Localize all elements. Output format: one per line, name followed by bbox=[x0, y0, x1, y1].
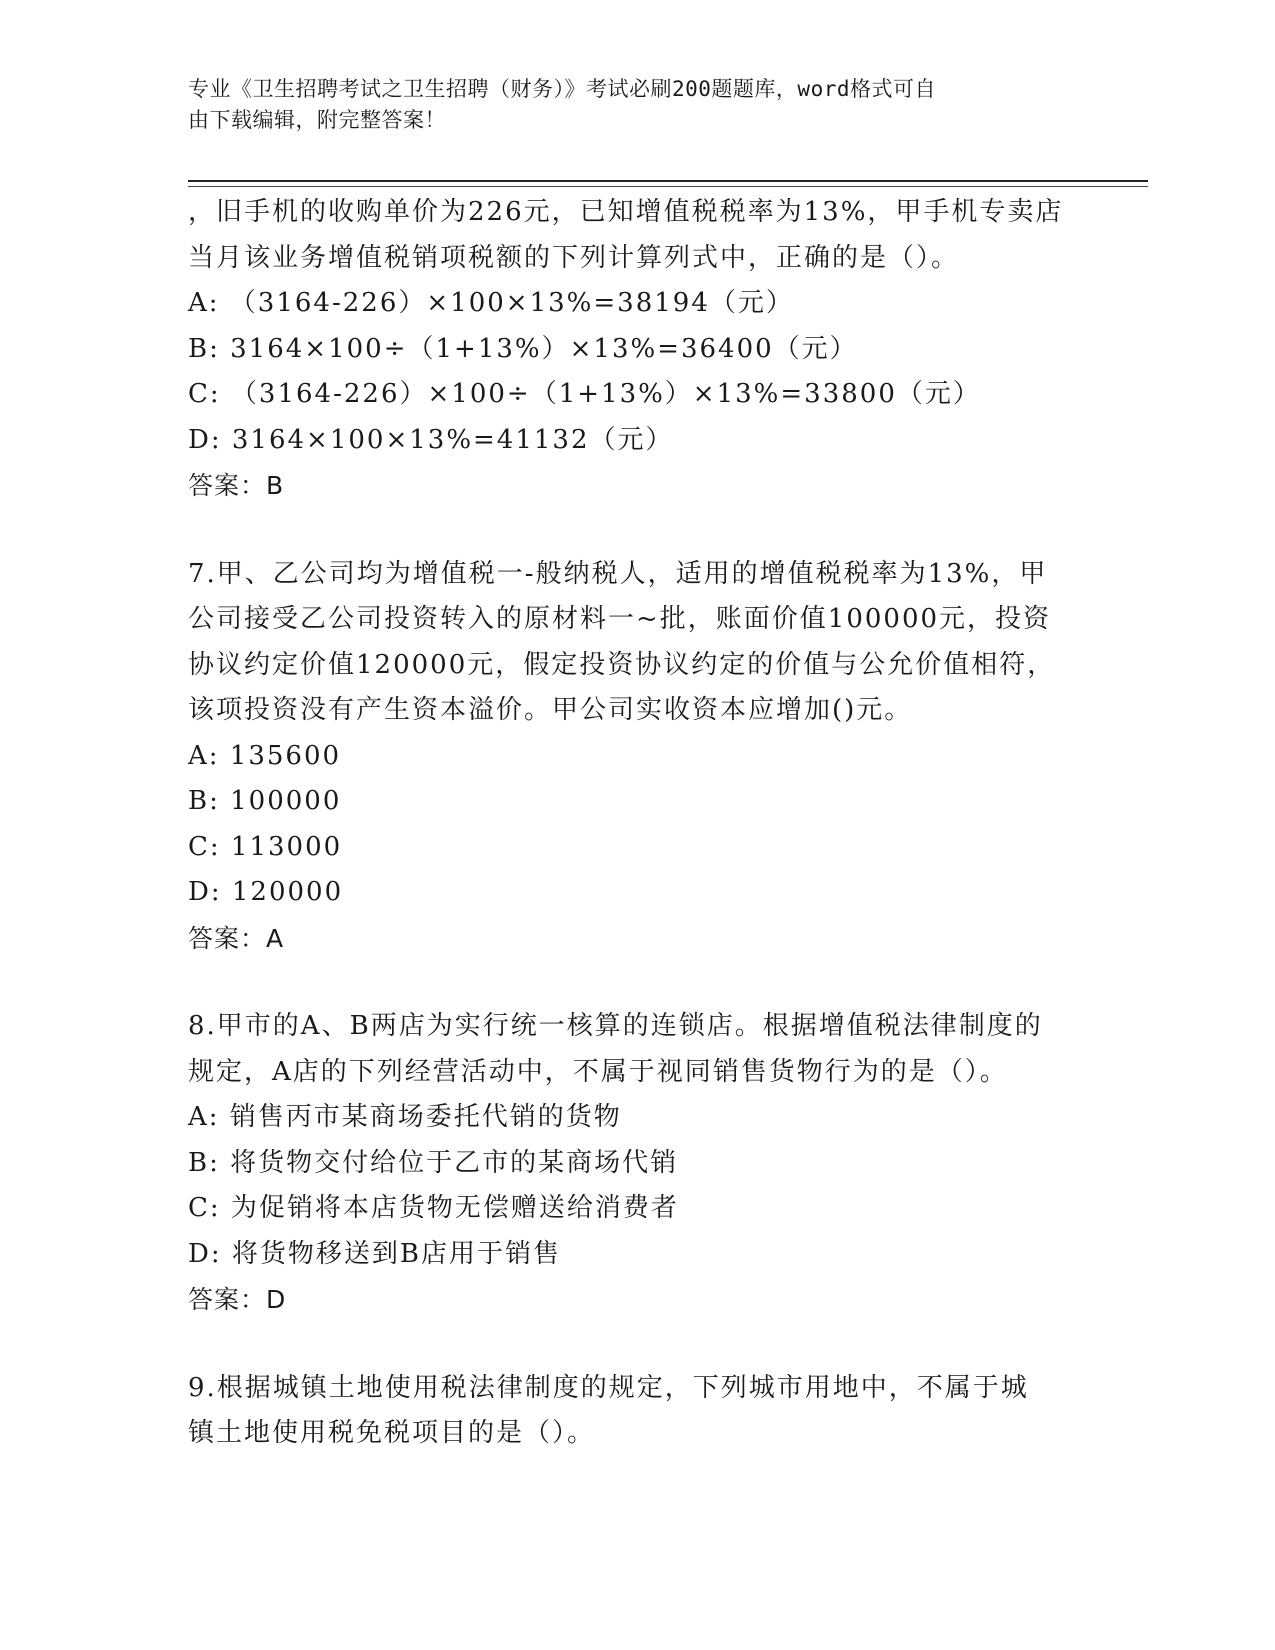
question-9-text-line-2: 镇土地使用税免税项目的是（）。 bbox=[188, 1418, 596, 1448]
question-9-text-line-1: 9.根据城镇土地使用税法律制度的规定，下列城市用地中，不属于城 bbox=[188, 1372, 1029, 1403]
question-spacer bbox=[188, 961, 1088, 1004]
question-6-option-a: A: （3164-226）×100×13%=38194（元） bbox=[188, 288, 794, 318]
question-7-option-d: D: 120000 bbox=[188, 877, 344, 907]
header-divider-thick bbox=[188, 180, 1148, 182]
question-7 bbox=[188, 552, 1088, 962]
question-7-answer: 答案：A bbox=[188, 923, 285, 953]
question-8-option-b: B: 将货物交付给位于乙市的某商场代销 bbox=[188, 1147, 679, 1178]
question-8-option-a: A: 销售丙市某商场委托代销的货物 bbox=[188, 1102, 622, 1132]
question-8-text-line-1: 8.甲市的A、B两店为实行统一核算的连锁店。根据增值税法律制度的 bbox=[188, 1011, 1043, 1041]
question-6-option-c: C: （3164-226）×100÷（1+13%）×13%=33800（元） bbox=[188, 379, 981, 409]
question-7-text-line-1: 7.甲、乙公司均为增值税一-般纳税人，适用的增值税税率为13%，甲 bbox=[188, 558, 1048, 589]
header-line-1: 专业《卫生招聘考试之卫生招聘（财务）》考试必刷200题题库，word格式可自 bbox=[188, 77, 936, 101]
question-8-option-c: C: 为促销将本店货物无偿赠送给消费者 bbox=[188, 1193, 679, 1223]
question-7-text-line-4: 该项投资没有产生资本溢价。甲公司实收资本应增加()元。 bbox=[188, 695, 913, 725]
header-line-2: 由下载编辑，附完整答案！ bbox=[188, 108, 446, 132]
document-header bbox=[188, 74, 1068, 136]
question-6-option-b: B: 3164×100÷（1+13%）×13%=36400（元） bbox=[188, 333, 858, 364]
question-spacer bbox=[188, 1323, 1088, 1366]
question-6-text-line-2: 当月该业务增值税销项税额的下列计算列式中，正确的是（）。 bbox=[188, 242, 960, 273]
question-6 bbox=[188, 190, 1088, 509]
question-8-answer: 答案：D bbox=[188, 1285, 287, 1314]
question-list bbox=[188, 190, 1088, 1457]
question-7-option-c: C: 113000 bbox=[188, 831, 343, 862]
header-divider-thin bbox=[188, 186, 1148, 187]
question-6-option-d: D: 3164×100×13%=41132（元） bbox=[188, 424, 674, 455]
question-7-option-a: A: 135600 bbox=[188, 740, 342, 771]
question-7-text-line-2: 公司接受乙公司投资转入的原材料一~批，账面价值100000元，投资 bbox=[188, 604, 1052, 634]
question-9 bbox=[188, 1366, 1088, 1457]
question-7-option-b: B: 100000 bbox=[188, 786, 342, 816]
question-8-text-line-2: 规定，A店的下列经营活动中，不属于视同销售货物行为的是（）。 bbox=[188, 1056, 1008, 1087]
question-spacer bbox=[188, 509, 1088, 552]
question-6-text-line-1: ，旧手机的收购单价为226元，已知增值税税率为13%，甲手机专卖店 bbox=[188, 197, 1064, 227]
question-6-answer: 答案：B bbox=[188, 471, 285, 500]
question-8-option-d: D: 将货物移送到B店用于销售 bbox=[188, 1238, 561, 1269]
question-7-text-line-3: 协议约定价值120000元，假定投资协议约定的价值与公允价值相符， bbox=[188, 649, 1056, 680]
question-8 bbox=[188, 1004, 1088, 1323]
